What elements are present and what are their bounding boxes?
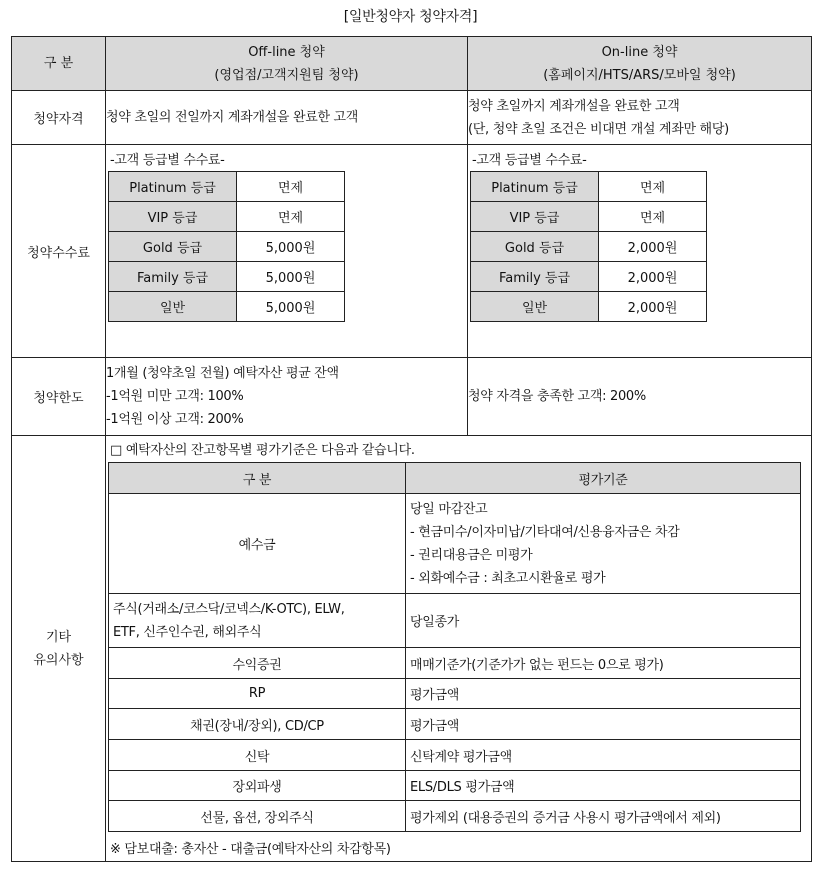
evaluation-category: 채권(장내/장외), CD/CP [109,709,406,740]
fee-grade: 일반 [109,292,237,322]
fee-amount: 2,000원 [599,262,707,292]
eligibility-online-line2: (단, 청약 초일 조건은 비대면 개설 계좌만 해당) [468,121,729,137]
evaluation-category: 신탁 [109,740,406,771]
header-category [12,37,106,91]
fee-row-vip [471,202,707,232]
fee-amount: 2,000원 [599,232,707,262]
evaluation-row-stocks [109,594,801,648]
fee-online-title: -고객 등급별 수수료- [472,153,587,168]
eligibility-label: 청약자격 [12,91,106,145]
fee-amount: 5,000원 [237,292,345,322]
fee-amount: 면제 [599,202,707,232]
evaluation-category: 선물, 옵션, 장외주식 [109,801,406,832]
collateral-loan-footnote: ※ 담보대출: 총자산 - 대출금(예탁자산의 차감항목) [110,842,391,857]
limit-row [12,358,812,436]
evaluation-row [109,679,801,709]
evaluation-criteria: 평가제외 (대용증권의 증거금 사용시 평가금액에서 제외) [406,801,801,832]
fee-amount: 5,000원 [237,262,345,292]
deposit-criteria-line: - 현금미수/이자미납/기타대여/신용융자금은 차감 [410,524,680,540]
evaluation-criteria [406,494,801,594]
other-notes-row [12,436,812,862]
evaluation-row-deposit [109,494,801,594]
header-row [12,37,812,91]
limit-offline-line1: 1개월 (청약초일 전월) 예탁자산 평균 잔액 [106,366,339,381]
fee-row-platinum [471,172,707,202]
limit-offline [106,358,468,436]
page-title: [일반청약자 청약자격] [343,9,478,25]
subscription-eligibility-table [11,36,812,862]
eligibility-online-line1: 청약 초일까지 계좌개설을 완료한 고객 [468,98,680,114]
other-notes-label [12,436,106,862]
header-category-label: 구 분 [43,55,74,71]
evaluation-criteria: 매매기준가(기준가가 없는 펀드는 0으로 평가) [406,648,801,679]
fee-amount: 2,000원 [599,292,707,322]
header-offline-title: Off-line 청약 [248,44,325,60]
fee-label: 청약수수료 [12,145,106,358]
evaluation-criteria: 당일종가 [406,594,801,648]
fee-grade: Family 등급 [471,262,599,292]
fee-offline [106,145,468,358]
eligibility-row [12,91,812,145]
evaluation-category [109,594,406,648]
evaluation-header-criteria: 평가기준 [406,463,801,494]
fee-online [468,145,812,358]
fee-grade: 일반 [471,292,599,322]
fee-grade: Gold 등급 [471,232,599,262]
fee-grade: Platinum 등급 [471,172,599,202]
evaluation-category: 예수금 [109,494,406,594]
evaluation-criteria-table [108,462,801,832]
evaluation-criteria: 신탁계약 평가금액 [406,740,801,771]
fee-amount: 면제 [237,172,345,202]
limit-offline-line3: -1억원 이상 고객: 200% [106,412,244,427]
deposit-criteria-line: - 외화예수금 : 최초고시환율로 평가 [410,570,606,586]
eligibility-offline: 청약 초일의 전일까지 계좌개설을 완료한 고객 [106,91,468,145]
stock-category-line1: 주식(거래소/코스닥/코넥스/K-OTC), ELW, [113,601,345,617]
evaluation-row [109,771,801,801]
fee-row [12,145,812,358]
fee-amount: 5,000원 [237,232,345,262]
fee-offline-title: -고객 등급별 수수료- [110,153,225,168]
fee-grade: Family 등급 [109,262,237,292]
fee-row-platinum [109,172,345,202]
limit-online: 청약 자격을 충족한 고객: 200% [468,358,812,436]
header-offline [106,37,468,91]
fee-grade: VIP 등급 [471,202,599,232]
evaluation-criteria: 평가금액 [406,709,801,740]
evaluation-category: RP [109,679,406,709]
fee-row-family [109,262,345,292]
header-offline-subtitle: (영업점/고객지원팀 청약) [214,67,359,83]
evaluation-category: 수익증권 [109,648,406,679]
other-notes-content [106,436,812,862]
fee-grade: Gold 등급 [109,232,237,262]
evaluation-row [109,740,801,771]
fee-online-table [470,171,707,322]
evaluation-row [109,648,801,679]
fee-offline-table [108,171,345,322]
other-notes-label-line1: 기타 [45,629,72,645]
deposit-criteria-line: 당일 마감잔고 [410,501,488,517]
header-online-title: On-line 청약 [601,44,678,60]
fee-grade: VIP 등급 [109,202,237,232]
evaluation-row [109,801,801,832]
evaluation-category: 장외파생 [109,771,406,801]
fee-row-gold [471,232,707,262]
fee-row-general [109,292,345,322]
evaluation-criteria: ELS/DLS 평가금액 [406,771,801,801]
fee-amount: 면제 [599,172,707,202]
evaluation-criteria: 평가금액 [406,679,801,709]
stock-category-line2: ETF, 신주인수권, 해외주식 [113,624,262,640]
evaluation-row [109,709,801,740]
limit-offline-line2: -1억원 미만 고객: 100% [106,389,244,404]
deposit-criteria-line: - 권리대용금은 미평가 [410,547,533,563]
fee-row-general [471,292,707,322]
fee-amount: 면제 [237,202,345,232]
fee-grade: Platinum 등급 [109,172,237,202]
fee-row-gold [109,232,345,262]
fee-row-family [471,262,707,292]
limit-label: 청약한도 [12,358,106,436]
evaluation-header-category: 구 분 [109,463,406,494]
evaluation-notice: □ 예탁자산의 잔고항목별 평가기준은 다음과 같습니다. [110,443,415,458]
eligibility-online [468,91,812,145]
evaluation-header-row [109,463,801,494]
header-online-subtitle: (홈페이지/HTS/ARS/모바일 청약) [543,67,736,83]
fee-row-vip [109,202,345,232]
header-online [468,37,812,91]
other-notes-label-line2: 유의사항 [33,652,84,668]
